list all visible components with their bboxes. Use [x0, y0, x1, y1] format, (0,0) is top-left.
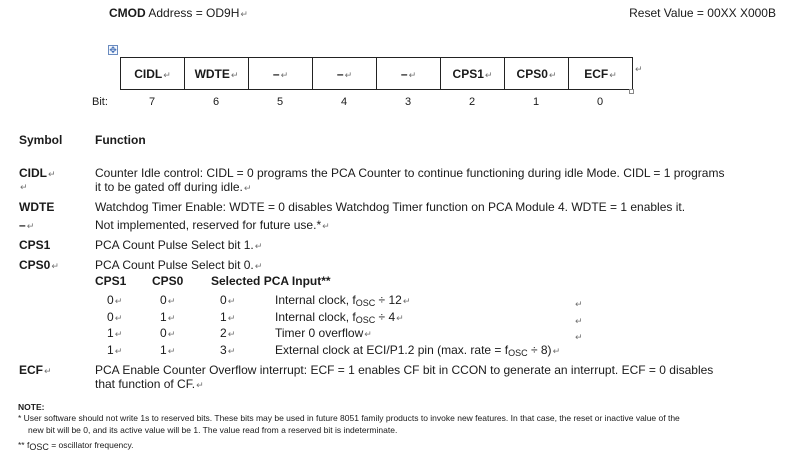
bit-label: Bit:	[92, 96, 108, 108]
symbol-wdte: WDTE	[19, 200, 55, 214]
input-row-3-sel: 3↵	[220, 343, 236, 357]
bit-numbers-row	[120, 96, 632, 108]
bit-number: 6	[212, 96, 220, 108]
register-address: Address = OD9H	[148, 6, 240, 20]
input-row-2-cps0: 0↵	[160, 326, 176, 340]
bit-cell-reserved-4: –↵	[313, 58, 377, 90]
register-bit-table	[120, 57, 633, 90]
paragraph-mark-icon: ↵	[20, 182, 28, 192]
paragraph-mark-icon: ↵	[575, 316, 583, 326]
bit-number: 1	[532, 96, 540, 108]
notes-title: NOTE:	[18, 402, 45, 412]
note-1-line2: new bit will be 0, and its active value will be 1. The value read from a reserved bit is indeterminate.	[28, 425, 398, 435]
input-row-2-sel: 2↵	[220, 326, 236, 340]
function-ecf-line2: that function of CF.↵	[95, 377, 204, 391]
input-row-2-cps1: 1↵	[107, 326, 123, 340]
input-row-0-desc: Internal clock, $f_{OSC}$ ÷ 12↵	[275, 293, 411, 308]
paragraph-mark-icon: ↵	[240, 9, 248, 19]
input-row-1-desc: Internal clock, $f_{OSC}$ ÷ 4↵	[275, 310, 404, 325]
function-cps0: PCA Count Pulse Select bit 0.↵	[95, 258, 263, 272]
input-row-0-cps1: 0↵	[107, 293, 123, 307]
bit-cell-reserved-5: –↵	[249, 58, 313, 90]
function-column-header: Function	[95, 133, 146, 147]
paragraph-mark-icon: ↵	[575, 299, 583, 309]
bit-number: 4	[340, 96, 348, 108]
bit-cell-cidl: CIDL↵	[121, 58, 185, 90]
note-2: ** fOSC = oscillator frequency.	[18, 440, 134, 452]
input-row-0-sel: 0↵	[220, 293, 236, 307]
input-row-3-desc: External clock at ECI/P1.2 pin (max. rate = $f_{OSC}$ ÷ 8)↵	[275, 343, 561, 358]
function-reserved: Not implemented, reserved for future use.*↵	[95, 218, 330, 232]
paragraph-mark-icon: ↵	[575, 332, 583, 342]
symbol-cps0: CPS0↵	[19, 258, 59, 272]
input-header-selected: Selected PCA Input**	[211, 274, 331, 288]
input-row-1-cps1: 0↵	[107, 310, 123, 324]
function-wdte: Watchdog Timer Enable: WDTE = 0 disables Watchdog Timer function on PCA Module 4. WDTE = 1 enables it.	[95, 200, 686, 214]
bit-cell-reserved-3: –↵	[377, 58, 441, 90]
input-header-cps0: CPS0	[152, 274, 184, 288]
input-row-0-cps0: 0↵	[160, 293, 176, 307]
input-row-1-sel: 1↵	[220, 310, 236, 324]
bit-number: 7	[148, 96, 156, 108]
table-move-handle-icon[interactable]: ✥	[109, 45, 117, 55]
input-row-1-cps0: 1↵	[160, 310, 176, 324]
input-row-2-desc: Timer 0 overflow↵	[275, 326, 372, 340]
function-cidl-line1: Counter Idle control: CIDL = 0 programs the PCA Counter to continue functioning during idle Mode. CIDL = 1 programs	[95, 166, 725, 180]
reset-value: Reset Value = 00XX X000B	[629, 6, 776, 20]
bit-cell-cps0: CPS0↵	[505, 58, 569, 90]
symbol-cidl: CIDL↵	[19, 166, 56, 180]
table-resize-handle[interactable]	[629, 89, 634, 94]
symbol-ecf: ECF↵	[19, 363, 52, 377]
bit-number: 3	[404, 96, 412, 108]
input-row-3-cps0: 1↵	[160, 343, 176, 357]
bit-number: 2	[468, 96, 476, 108]
bit-cell-wdte: WDTE↵	[185, 58, 249, 90]
function-ecf-line1: PCA Enable Counter Overflow interrupt: ECF = 1 enables CF bit in CCON to generate an interrupt. ECF = 0 disables	[95, 363, 714, 377]
bit-number: 0	[596, 96, 604, 108]
symbol-reserved: –↵	[19, 218, 35, 232]
register-name: CMOD	[109, 6, 146, 20]
register-title	[109, 6, 248, 20]
function-cidl-line2: it to be gated off during idle.↵	[95, 180, 252, 194]
note-1-line1: * User software should not write 1s to reserved bits. These bits may be used in future 8051 family products to invoke new features. In that case, the reset or inactive value of the	[18, 413, 680, 423]
symbol-column-header: Symbol	[19, 133, 63, 147]
function-cps1: PCA Count Pulse Select bit 1.↵	[95, 238, 263, 252]
input-row-3-cps1: 1↵	[107, 343, 123, 357]
input-header-cps1: CPS1	[95, 274, 127, 288]
bit-cell-ecf: ECF↵	[569, 58, 633, 90]
bit-cell-cps1: CPS1↵	[441, 58, 505, 90]
symbol-cps1: CPS1	[19, 238, 51, 252]
row-end-mark-icon: ↵	[635, 64, 643, 74]
bit-number: 5	[276, 96, 284, 108]
